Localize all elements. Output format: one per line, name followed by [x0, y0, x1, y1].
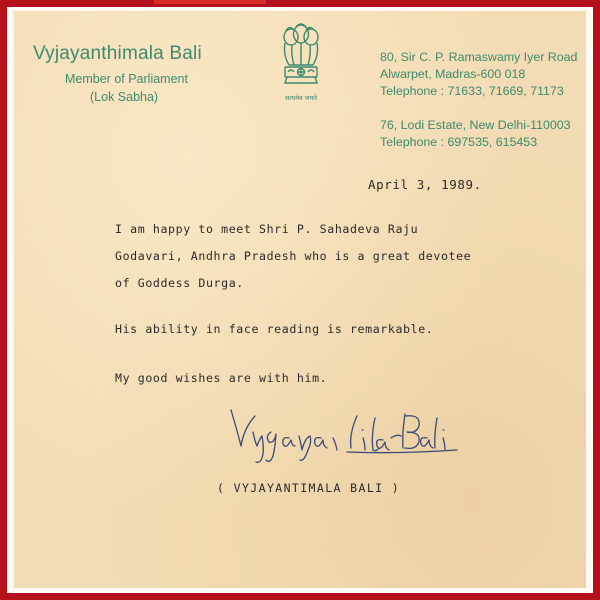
delhi-telephone: Telephone : 697535, 615453 — [380, 135, 538, 149]
letterhead-role: Member of Parliament — [65, 72, 188, 86]
letterhead-name: Vyjayanthimala Bali — [33, 43, 202, 64]
madras-address-line2: Alwarpet, Madras-600 018 — [380, 67, 526, 81]
body-paragraph-2: His ability in face reading is remarkable. — [115, 322, 434, 336]
letter-date: April 3, 1989. — [368, 177, 482, 192]
body-line-3: of Goddess Durga. — [115, 276, 244, 290]
delhi-address-line1: 76, Lodi Estate, New Delhi-110003 — [380, 118, 571, 132]
handwritten-signature — [229, 408, 469, 478]
top-accent-strip — [154, 0, 266, 4]
typed-signatory-name: ( VYJAYANTIMALA BALI ) — [217, 481, 401, 495]
madras-address-line1: 80, Sir C. P. Ramaswamy Iyer Road — [380, 50, 578, 64]
emblem-motto: सत्यमेव जयते — [285, 94, 317, 102]
madras-telephone: Telephone : 71633, 71669, 71173 — [380, 84, 564, 98]
body-line-2: Godavari, Andhra Pradesh who is a great devotee — [115, 249, 472, 263]
state-emblem-icon — [277, 23, 325, 109]
body-line-1: I am happy to meet Shri P. Sahadeva Raju — [115, 222, 419, 236]
letter-sheet — [14, 11, 586, 588]
body-paragraph-3: My good wishes are with him. — [115, 371, 328, 385]
letterhead-house: (Lok Sabha) — [90, 90, 159, 104]
